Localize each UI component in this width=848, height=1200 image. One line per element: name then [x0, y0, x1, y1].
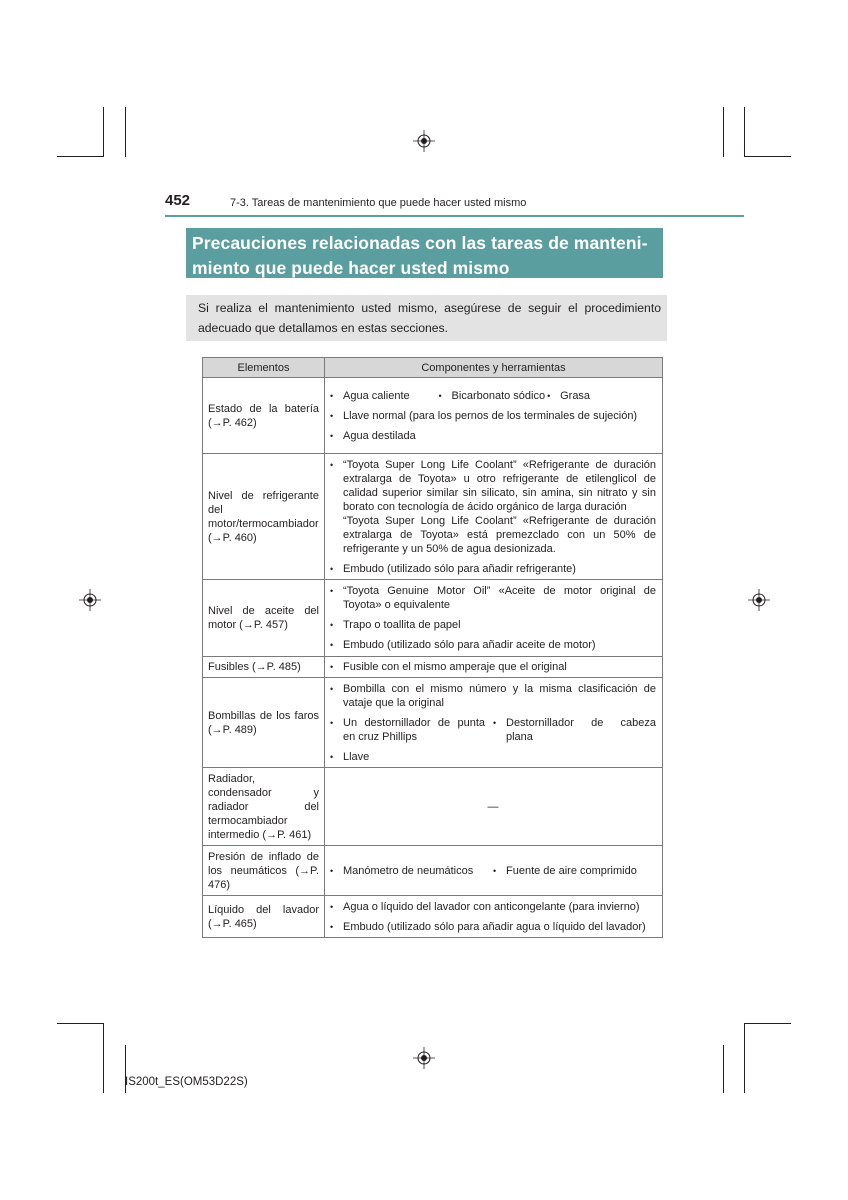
list-item: • Bombilla con el mismo número y la misma clasificación de vataje que la original [330, 682, 656, 709]
list-item: • Embudo (utilizado sólo para añadir aceite de motor) [330, 639, 596, 651]
element-cell: Estado de la batería (→P. 462) [203, 378, 325, 454]
page-number: 452 [165, 192, 191, 209]
components-cell [325, 846, 663, 896]
crop-mark [103, 1023, 104, 1093]
crop-mark [744, 1023, 791, 1024]
list-item: • Fuente de aire comprimido [493, 864, 637, 877]
registration-mark-icon [413, 1047, 435, 1069]
element-cell: Nivel de refrigerante del motor/termocambiador (→P. 460) [203, 454, 325, 580]
bullet-group [330, 750, 656, 764]
crop-mark [723, 107, 724, 157]
table-header-row [203, 358, 663, 378]
list-item: • Bicarbonato sódico [438, 389, 546, 402]
intro-box: Si realiza el mantenimiento usted mismo, asegúrese de seguir el procedimiento adecuado que detallamos en estas secciones. [186, 295, 667, 341]
bullet-group [330, 864, 656, 878]
crop-mark [744, 1023, 745, 1093]
bullet-group [330, 638, 656, 652]
bullet-group [330, 458, 656, 556]
components-cell [325, 657, 663, 678]
element-cell: Nivel de aceite del motor (→P. 457) [203, 580, 325, 657]
list-item: • Agua destilada [330, 429, 416, 442]
bullet-group [330, 716, 656, 744]
list-item: • Llave normal (para los pernos de los terminales de sujeción) [330, 409, 638, 422]
document-code: IS200t_ES(OM53D22S) [125, 1076, 248, 1088]
bullet-group [330, 584, 656, 612]
list-item: • Grasa [547, 389, 591, 402]
components-cell [325, 678, 663, 768]
crop-mark [57, 156, 104, 157]
list-item: • Agua o líquido del lavador con anticongelante (para invierno) [330, 900, 640, 913]
page-heading [186, 228, 663, 278]
crop-mark [103, 107, 104, 157]
table-row [203, 846, 663, 896]
bullet-group [330, 682, 656, 710]
bullet-group [330, 618, 656, 632]
list-item: • Trapo o toallita de papel [330, 619, 461, 631]
components-cell [325, 896, 663, 938]
element-cell: Líquido del lavador (→P. 465) [203, 896, 325, 938]
table-row [203, 657, 663, 678]
list-item: • Un destornillador de punta en cruz Phillips [330, 716, 485, 743]
element-cell: Bombillas de los faros (→P. 489) [203, 678, 325, 768]
table-row [203, 454, 663, 580]
bullet-group [330, 389, 656, 403]
bullet-group [330, 900, 656, 914]
crop-mark [57, 1023, 104, 1024]
maintenance-table [202, 357, 663, 938]
registration-mark-icon [748, 589, 770, 611]
element-cell: Presión de inflado de los neumáticos (→P. 476) [203, 846, 325, 896]
list-item: • Embudo (utilizado sólo para añadir refrigerante) [330, 562, 576, 575]
bullet-group [330, 660, 656, 674]
components-cell [325, 580, 663, 657]
list-item: • Llave [330, 750, 370, 763]
element-cell: Fusibles (→P. 485) [203, 657, 325, 678]
list-item: • Agua caliente [330, 389, 410, 402]
registration-mark-icon [413, 130, 435, 152]
table-row [203, 378, 663, 454]
list-item: • Manómetro de neumáticos [330, 864, 474, 877]
section-title: 7-3. Tareas de mantenimiento que puede hacer usted mismo [230, 197, 527, 209]
table-row [203, 896, 663, 938]
crop-mark [723, 1045, 724, 1093]
crop-mark [125, 107, 126, 157]
column-header-elements: Elementos [203, 358, 325, 378]
crop-mark [744, 156, 791, 157]
registration-mark-icon [79, 589, 101, 611]
table-row [203, 768, 663, 846]
components-cell [325, 378, 663, 454]
list-item: • “Toyota Genuine Motor Oil” «Aceite de motor original de Toyota» o equivalente [330, 585, 656, 611]
list-item: • Fusible con el mismo amperaje que el original [330, 661, 567, 673]
components-cell: — [325, 768, 663, 846]
header-rule [165, 215, 744, 217]
bullet-group [330, 429, 656, 443]
element-cell: Radiador, condensador y radiador del termocambiador intermedio (→P. 461) [203, 768, 325, 846]
column-header-components: Componentes y herramientas [325, 358, 663, 378]
crop-mark [744, 107, 745, 157]
components-cell [325, 454, 663, 580]
table-row [203, 580, 663, 657]
heading-line-1: Precauciones relacionadas con las tareas de manteni- [192, 233, 648, 253]
heading-line-2: miento que puede hacer usted mismo [192, 258, 510, 278]
table-row [203, 678, 663, 768]
bullet-group [330, 562, 656, 576]
list-item: • “Toyota Super Long Life Coolant” «Refrigerante de duración extralarga de Toyota» u otro refrigerante de etilenglicol de calidad superior similar sin silicato, sin amina, sin nitrato y sin borato con tecnología de ácido orgánico de larga duración “Toyota Super Long Life Coolant” «Refrigerante de duración extralarga de Toyota» está premezclado con un 50% de refrigerante y un 50% de agua desionizada. [330, 458, 656, 555]
bullet-group [330, 409, 656, 423]
list-item: • Embudo (utilizado sólo para añadir agua o líquido del lavador) [330, 920, 646, 933]
list-item: • Destornillador de cabeza plana [493, 716, 656, 743]
bullet-group [330, 920, 656, 934]
